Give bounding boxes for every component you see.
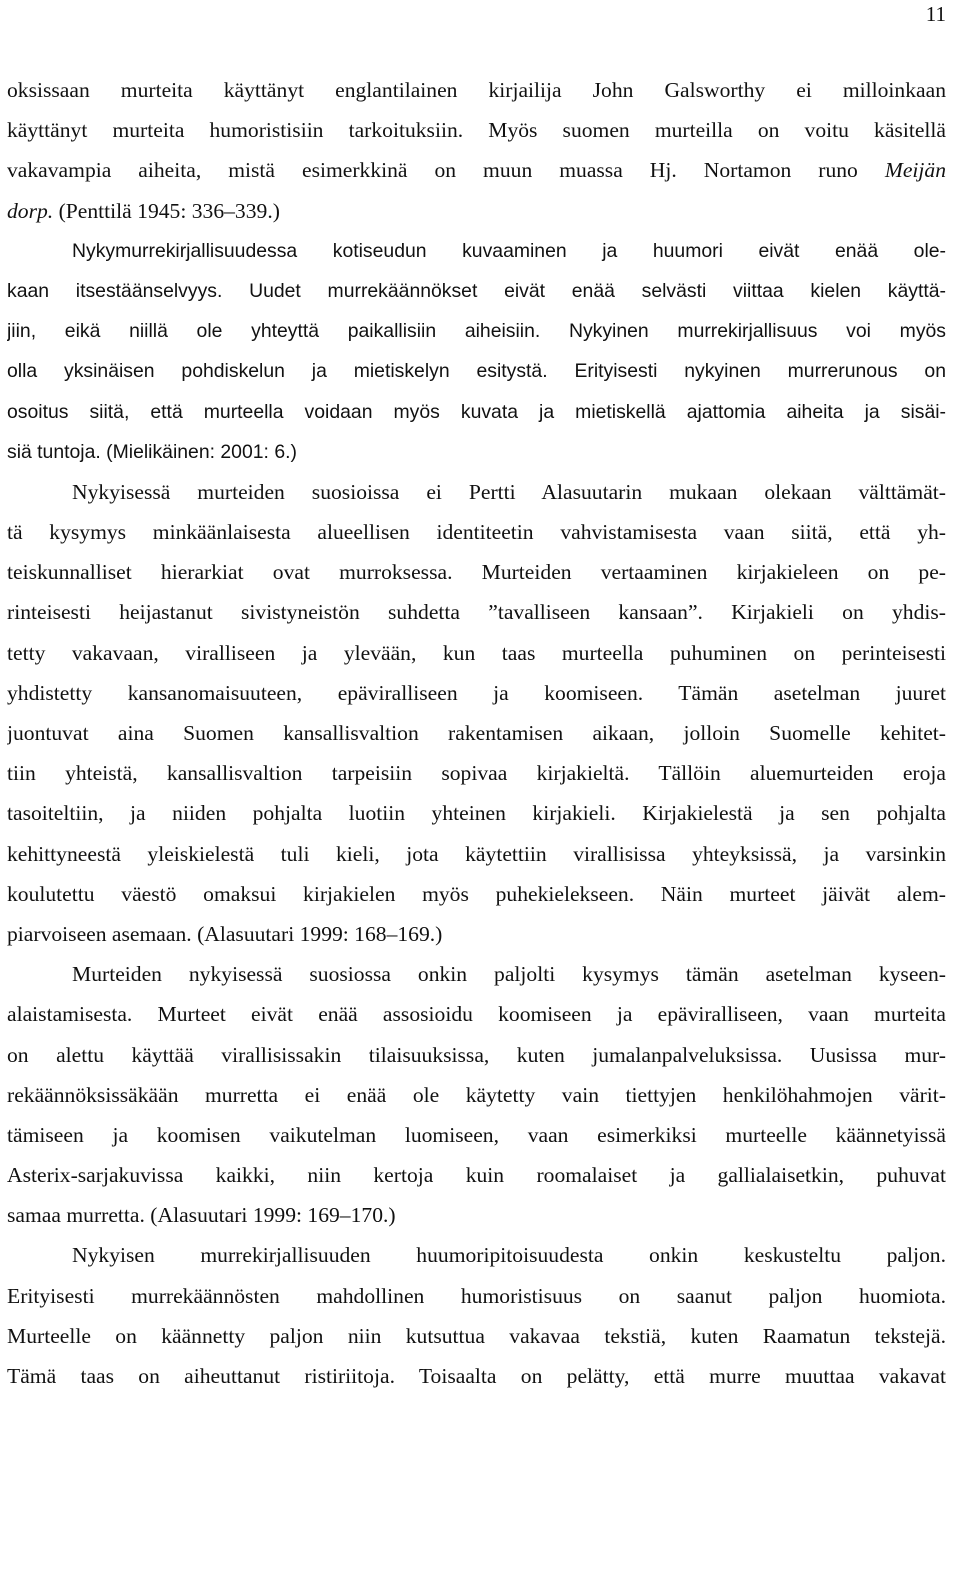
- text-line: Nykyisessä murteiden suosioissa ei Pertti Alasuutarin mukaan olekaan välttämät-: [72, 479, 946, 504]
- text-line: tasoiteltiin, ja niiden pohjalta luotiin yhteinen kirjakieli. Kirjakielestä ja sen pohjalta: [7, 801, 946, 826]
- text-line: rekäännöksissäkään murretta ei enää ole käytetty vain tiettyjen henkilöhahmojen värit-: [7, 1082, 946, 1107]
- text-line: osoitus siitä, että murteella voidaan myös kuvata ja mietiskellä ajattomia aiheita ja sisäi-: [7, 400, 946, 423]
- text-line: olla yksinäisen pohdiskelun ja mietiskelyn esitystä. Erityisesti nykyinen murrerunous on: [7, 360, 946, 383]
- text-line: yhdistetty kansanomaisuuteen, epäviralliseen ja koomiseen. Tämän asetelman juuret: [7, 680, 946, 705]
- text-line: Murteiden nykyisessä suosiossa onkin paljolti kysymys tämän asetelman kyseen-: [72, 962, 946, 987]
- text-line: tetty vakavaan, viralliseen ja ylevään, kun taas murteella puhuminen on perinteisesti: [7, 640, 946, 665]
- text-line: teiskunnalliset hierarkiat ovat murroksessa. Murteiden vertaaminen kirjakieleen on pe-: [7, 560, 946, 585]
- text-line: tämiseen ja koomisen vaikutelman luomiseen, vaan esimerkiksi murteelle käännetyissä: [7, 1122, 946, 1147]
- italic-title-part: Meijän: [884, 158, 946, 183]
- text-line: käyttänyt murteita humoristisiin tarkoituksiin. Myös suomen murteilla on voitu käsitellä: [7, 118, 946, 143]
- text-line: oksissaan murteita käyttänyt englantilainen kirjailija John Galsworthy ei milloinkaan: [7, 78, 946, 102]
- text-line: Asterix-sarjakuvissa kaikki, niin kertoja kuin roomalaiset ja gallialaisetkin, puhuvat: [7, 1163, 946, 1188]
- text-line: samaa murretta. (Alasuutari 1999: 169–170.): [7, 1203, 396, 1228]
- text-line: Tämä taas on aiheuttanut ristiriitoja. Toisaalta on pelätty, että murre muuttaa vakavat: [7, 1364, 946, 1388]
- text-line: tiin yhteistä, kansallisvaltion tarpeisiin sopivaa kirjakieltä. Tällöin aluemurteiden eroja: [7, 761, 946, 786]
- text-segment: (Penttilä 1945: 336–339.): [53, 198, 280, 223]
- text-line: Erityisesti murrekäännösten mahdollinen humoristisuus on saanut paljon huomiota.: [7, 1283, 946, 1308]
- text-line: siä tuntoja. (Mielikäinen: 2001: 6.): [7, 440, 297, 463]
- text-line: Nykyisen murrekirjallisuuden huumoripitoisuudesta onkin keskusteltu paljon.: [72, 1243, 946, 1268]
- text-line: jiin, eikä niillä ole yhteyttä paikallisiin aiheisiin. Nykyinen murrekirjallisuus voi myös: [7, 320, 946, 343]
- text-line: Murteelle on käännetty paljon niin kutsuttua vakavaa tekstiä, kuten Raamatun tekstejä.: [7, 1323, 946, 1348]
- text-line: rinteisesti heijastanut sivistyneistön suhdetta ”tavalliseen kansaan”. Kirjakieli on yhdis-: [7, 600, 946, 625]
- text-line: on alettu käyttää virallisissakin tilaisuuksissa, kuten jumalanpalveluksissa. Uusissa mur-: [7, 1042, 946, 1067]
- text-line-with-italic: [7, 150, 946, 190]
- text-segment: vakavampia aiheita, mistä esimerkkinä on muun muassa Hj. Nortamon runo: [7, 158, 885, 183]
- text-line: kehittyneestä yleiskielestä tuli kieli, jota käytettiin virallisissa yhteyksissä, ja varsinkin: [7, 841, 946, 866]
- page-number: 11: [925, 2, 946, 26]
- text-line: alaistamisesta. Murteet eivät enää assosioidu koomiseen ja epäviralliseen, vaan murteita: [7, 1002, 946, 1027]
- text-line: juontuvat aina Suomen kansallisvaltion rakentamisen aikaan, jolloin Suomelle kehitet-: [7, 721, 946, 745]
- body-text: [7, 70, 946, 1396]
- text-line: koulutettu väestö omaksui kirjakielen myös puhekielekseen. Näin murteet jäivät alem-: [7, 881, 946, 906]
- text-line-with-italic: [7, 191, 946, 231]
- text-line: kaan itsestäänselvyys. Uudet murrekäännökset eivät enää selvästi viittaa kielen käyttä-: [7, 279, 946, 302]
- italic-title-part: dorp.: [7, 198, 54, 223]
- text-line: Nykymurrekirjallisuudessa kotiseudun kuvaaminen ja huumori eivät enää ole-: [72, 239, 946, 262]
- text-line: piarvoiseen asemaan. (Alasuutari 1999: 168–169.): [7, 921, 443, 946]
- text-line: tä kysymys minkäänlaisesta alueellisen identiteetin vahvistamisesta vaan siitä, että yh-: [7, 520, 946, 545]
